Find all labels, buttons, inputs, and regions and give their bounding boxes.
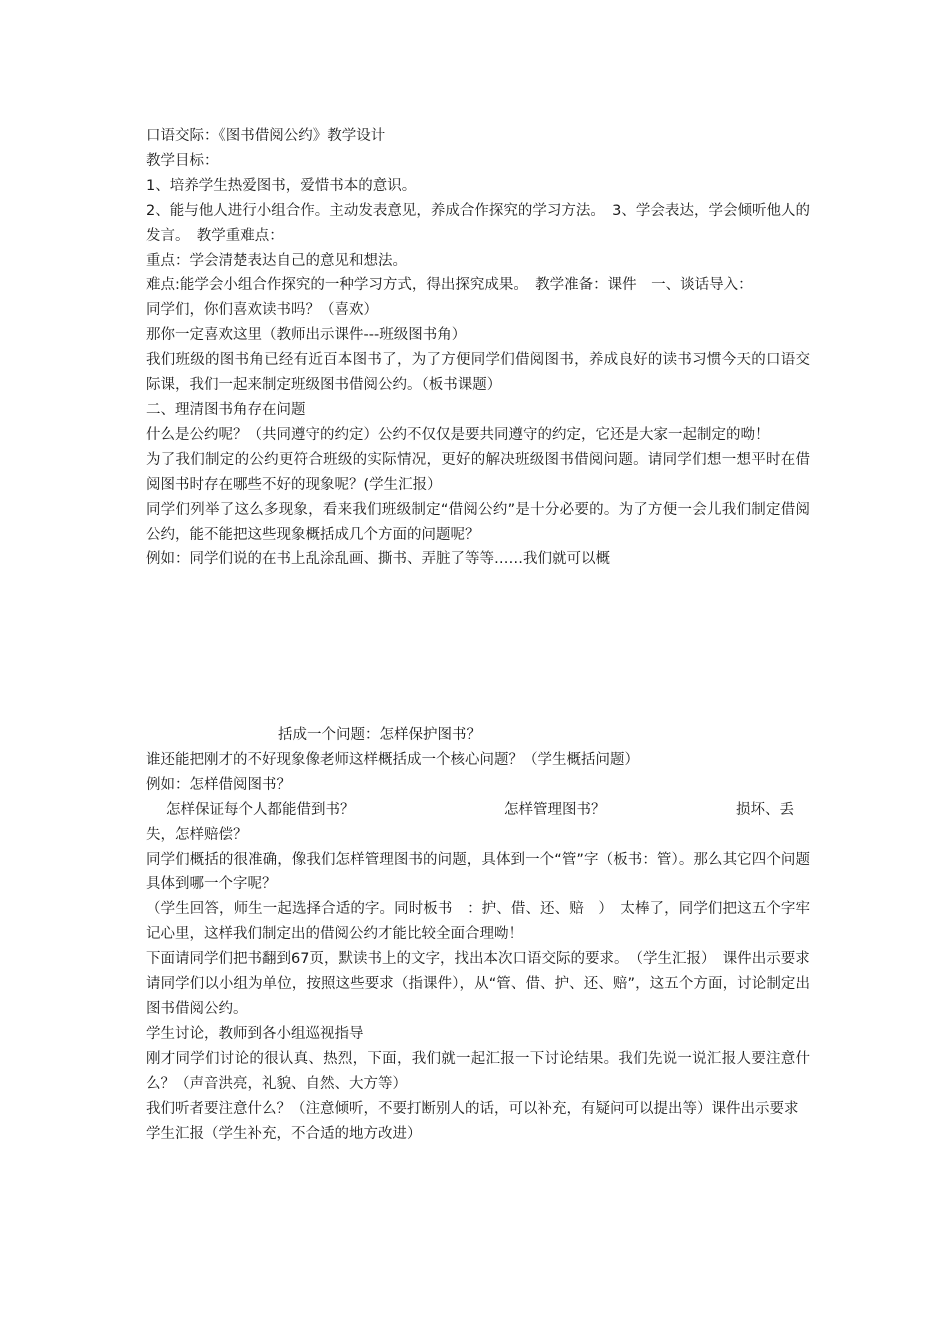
paragraph: 同学们，你们喜欢读书吗？（喜欢） [146, 302, 378, 319]
paragraph: 为了我们制定的公约更符合班级的实际情况，更好的解决班级图书借阅问题。请同学们想一想平时在借阅图书时存在哪些不好的现象呢？(学生汇报） [146, 451, 810, 493]
bottom-text-block [146, 723, 810, 1146]
paragraph: 刚才同学们讨论的很认真、热烈，下面，我们就一起汇报一下讨论结果。我们先说一说汇报人要注意什么？（声音洪亮，礼貌、自然、大方等） [146, 1050, 810, 1092]
paragraph: 难点:能学会小组合作探究的一种学习方式，得出探究成果。 教学准备：课件 一、谈话导入： [146, 277, 753, 294]
section-heading: 二、理清图书角存在问题 [146, 401, 306, 418]
top-text-block [146, 124, 810, 572]
paragraph: 谁还能把刚才的不好现象像老师这样概括成一个核心问题？（学生概括问题） [146, 751, 639, 768]
paragraph: 例如：同学们说的在书上乱涂乱画、撕书、弄脏了等等……我们就可以概 [146, 551, 610, 568]
paragraph: 重点：学会清楚表达自己的意见和想法。 [146, 252, 407, 269]
paragraph: 例如：怎样借阅图书？ [146, 776, 291, 793]
paragraph: 学生汇报（学生补充，不合适的地方改进） [146, 1125, 422, 1142]
question-1: 怎样保证每个人都能借到书？ [166, 801, 355, 818]
paragraph: 同学们概括的很准确，像我们怎样管理图书的问题，具体到一个“管”字（板书：管）。那么其它四个问题具体到哪一个字呢？ [146, 851, 810, 893]
paragraph: 什么是公约呢？（共同遵守的约定）公约不仅仅是要共同遵守的约定，它还是大家一起制定的呦！ [146, 426, 770, 443]
paragraph: 教学目标： [146, 152, 219, 169]
paragraph: 学生讨论，教师到各小组巡视指导 [146, 1025, 364, 1042]
paragraph: 下面请同学们把书翻到67页，默读书上的文字，找出本次口语交际的要求。 （学生汇报） 课件出示要求 [146, 951, 810, 968]
questions-row [146, 798, 810, 823]
paragraph: （学生回答，师生一起选择合适的字。同时板书 ：护、借、还、赔 ） 太棒了，同学们把这五个字牢记心里，这样我们制定出的借阅公约才能比较全面合理呦！ [146, 901, 810, 943]
centered-question-line: 括成一个问题：怎样保护图书？ [278, 727, 481, 743]
question-2: 怎样管理图书？ [504, 801, 606, 818]
paragraph: 2、能与他人进行小组合作。主动发表意见，养成合作探究的学习方法。 3、学会表达，学会倾听他人的发言。 教学重难点： [146, 202, 810, 244]
paragraph: 1、培养学生热爱图书，爱惜书本的意识。 [146, 177, 417, 194]
paragraph: 那你一定喜欢这里（教师出示课件---班级图书角） [146, 327, 467, 344]
paragraph: 我们听者要注意什么？（注意倾听，不要打断别人的话，可以补充，有疑问可以提出等）课件出示要求 [146, 1100, 799, 1117]
paragraph: 失，怎样赔偿？ [146, 826, 248, 843]
doc-title: 口语交际：《图书借阅公约》教学设计 [146, 128, 386, 144]
paragraph: 同学们列举了这么多现象，看来我们班级制定“借阅公约”是十分必要的。为了方便一会儿我们制定借阅公约，能不能把这些现象概括成几个方面的问题呢？ [146, 501, 810, 543]
paragraph: 我们班级的图书角已经有近百本图书了，为了方便同学们借阅图书，养成良好的读书习惯今天的口语交际课，我们一起来制定班级图书借阅公约。（板书课题） [146, 352, 810, 394]
question-3: 损坏、丢 [736, 801, 794, 818]
paragraph: 请同学们以小组为单位，按照这些要求（指课件），从“管、借、护、还、赔”，这五个方面，讨论制定出图书借阅公约。 [146, 976, 810, 1017]
